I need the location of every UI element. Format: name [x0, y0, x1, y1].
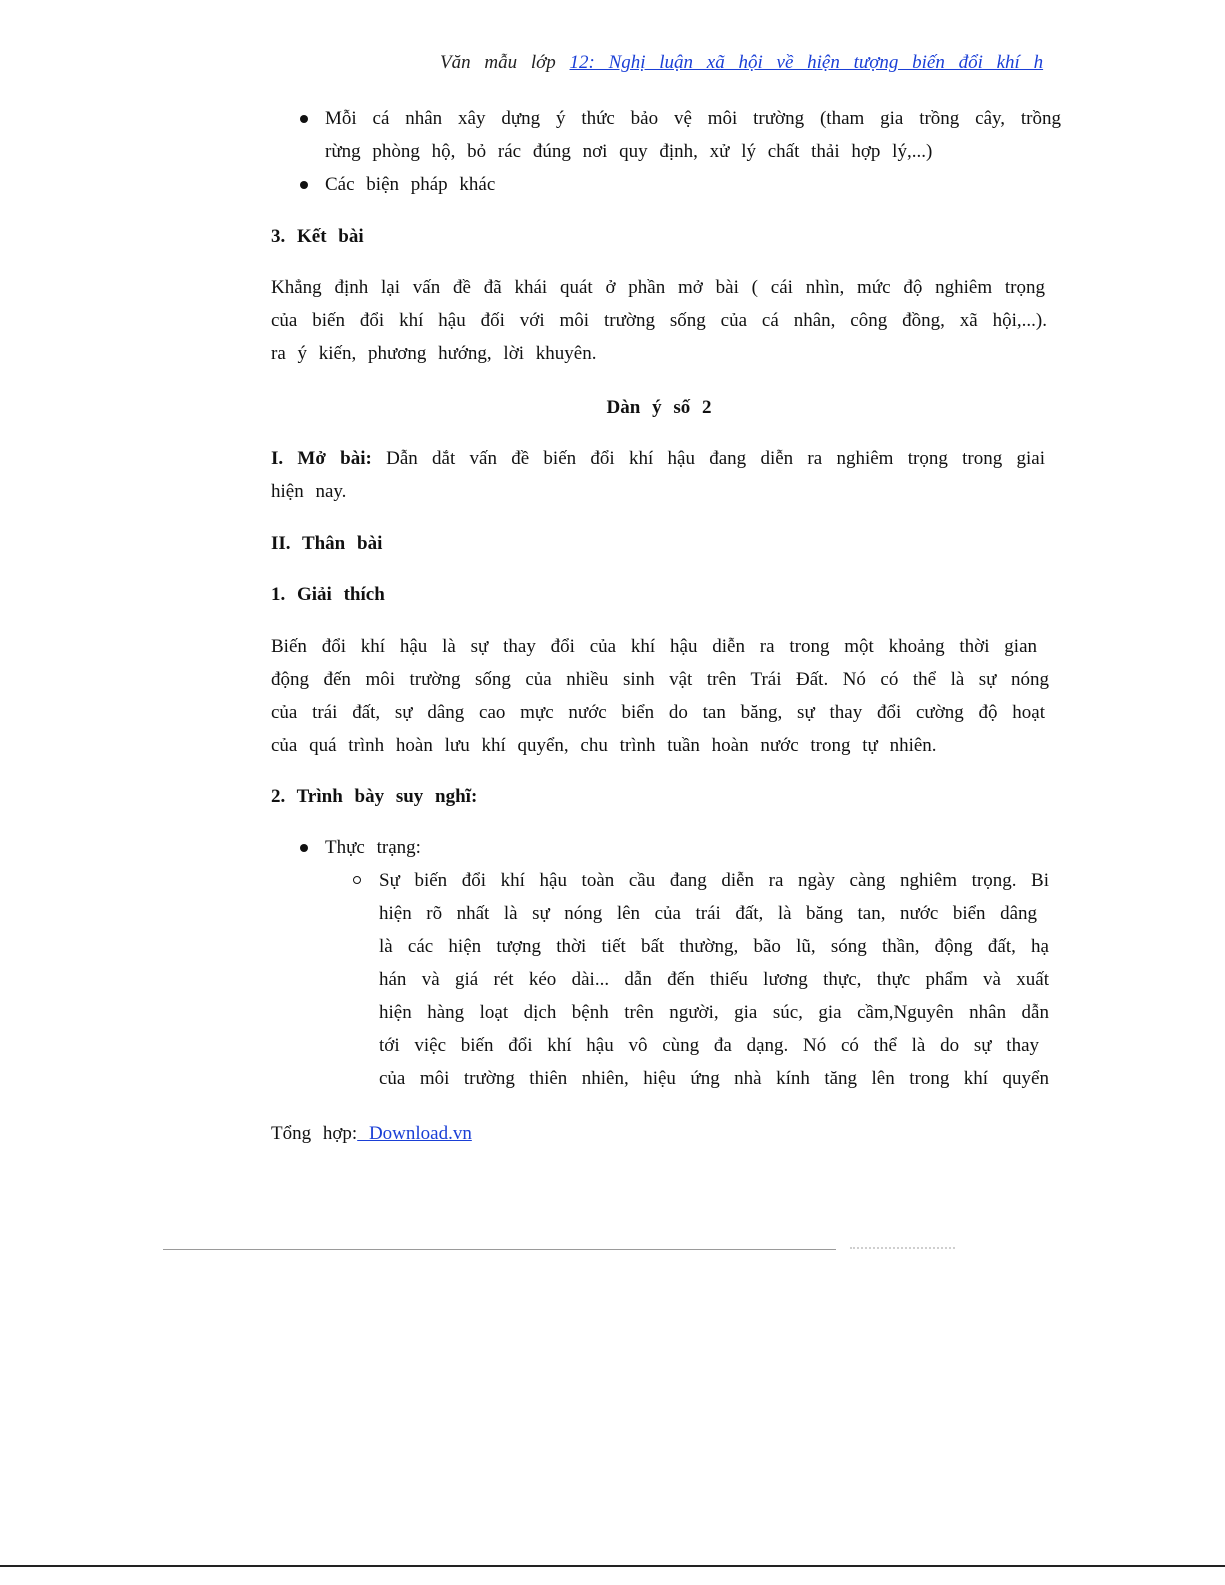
- page-header: [440, 52, 1060, 80]
- bullet-item-continuation: rừng phòng hộ, bỏ rác đúng nơi quy định, xử lý chất thải hợp lý,...): [325, 141, 933, 162]
- paragraph-line: Khẳng định lại vấn đề đã khái quát ở phần mở bài ( cái nhìn, mức độ nghiêm trọng: [271, 277, 1045, 298]
- sub-bullet-continuation: hán và giá rét kéo dài... dẫn đến thiếu lương thực, thực phẩm và xuất: [379, 969, 1049, 990]
- paragraph-line: hiện nay.: [271, 481, 347, 502]
- sub-bullet-continuation: hiện rõ nhất là sự nóng lên của trái đất, là băng tan, nước biển dâng: [379, 903, 1037, 924]
- paragraph-line: ra ý kiến, phương hướng, lời khuyên.: [271, 343, 597, 364]
- sub-bullet-continuation: tới việc biến đổi khí hậu vô cùng đa dạng. Nó có thể là do sự thay: [379, 1035, 1039, 1056]
- dan-y-title: Dàn ý số 2: [606, 397, 712, 418]
- mo-bai-label: I. Mở bài:: [271, 448, 372, 469]
- suy-nghi-heading: 2. Trình bày suy nghĩ:: [271, 786, 478, 807]
- ket-bai-heading: 3. Kết bài: [271, 226, 364, 247]
- source-line: Tổng hợp: Download.vn: [271, 1123, 472, 1144]
- source-link[interactable]: Download.vn: [357, 1123, 472, 1144]
- bullet-item: Mỗi cá nhân xây dựng ý thức bảo vệ môi trường (tham gia trồng cây, trồng: [271, 102, 1061, 135]
- document-body: [271, 102, 1061, 1150]
- paragraph-line: Biến đổi khí hậu là sự thay đổi của khí hậu diễn ra trong một khoảng thời gian: [271, 636, 1037, 657]
- circle-bullet-icon: [353, 876, 361, 884]
- sub-bullet-continuation: là các hiện tượng thời tiết bất thường, bão lũ, sóng thần, động đất, hạ: [379, 936, 1049, 957]
- mo-bai-line: I. Mở bài: Dẫn dắt vấn đề biến đổi khí hậu đang diễn ra nghiêm trọng trong giai: [271, 448, 1045, 469]
- sub-bullet-continuation: hiện hàng loạt dịch bệnh trên người, gia súc, gia cầm,Nguyên nhân dẫn: [379, 1002, 1049, 1023]
- header-article-link[interactable]: 12: Nghị luận xã hội về hiện tượng biến đổi khí h: [569, 52, 1044, 73]
- footer-divider: [163, 1249, 836, 1250]
- bullet-item: Thực trạng:: [271, 831, 1061, 864]
- paragraph-line: của trái đất, sự dâng cao mực nước biển do tan băng, sự thay đổi cường độ hoạt: [271, 702, 1045, 723]
- footer-faint-mark: [850, 1247, 955, 1249]
- than-bai-heading: II. Thân bài: [271, 533, 383, 554]
- bullet-dot-icon: [300, 115, 308, 123]
- bullet-item: Các biện pháp khác: [271, 168, 1061, 201]
- paragraph-line: của biến đổi khí hậu đối với môi trường sống của cá nhân, công đồng, xã hội,...).: [271, 310, 1047, 331]
- giai-thich-heading: 1. Giải thích: [271, 584, 385, 605]
- bullet-dot-icon: [300, 844, 308, 852]
- sub-bullet-item: Sự biến đổi khí hậu toàn cầu đang diễn ra ngày càng nghiêm trọng. Bi: [271, 864, 1049, 897]
- sub-bullet-continuation: của môi trường thiên nhiên, hiệu ứng nhà kính tăng lên trong khí quyển: [379, 1068, 1049, 1089]
- paragraph-line: của quá trình hoàn lưu khí quyển, chu trình tuần hoàn nước trong tự nhiên.: [271, 735, 937, 756]
- paragraph-line: động đến môi trường sống của nhiều sinh vật trên Trái Đất. Nó có thể là sự nóng: [271, 669, 1049, 690]
- header-prefix: Văn mẫu lớp: [440, 52, 570, 73]
- bullet-dot-icon: [300, 181, 308, 189]
- page-bottom-edge: [0, 1565, 1225, 1567]
